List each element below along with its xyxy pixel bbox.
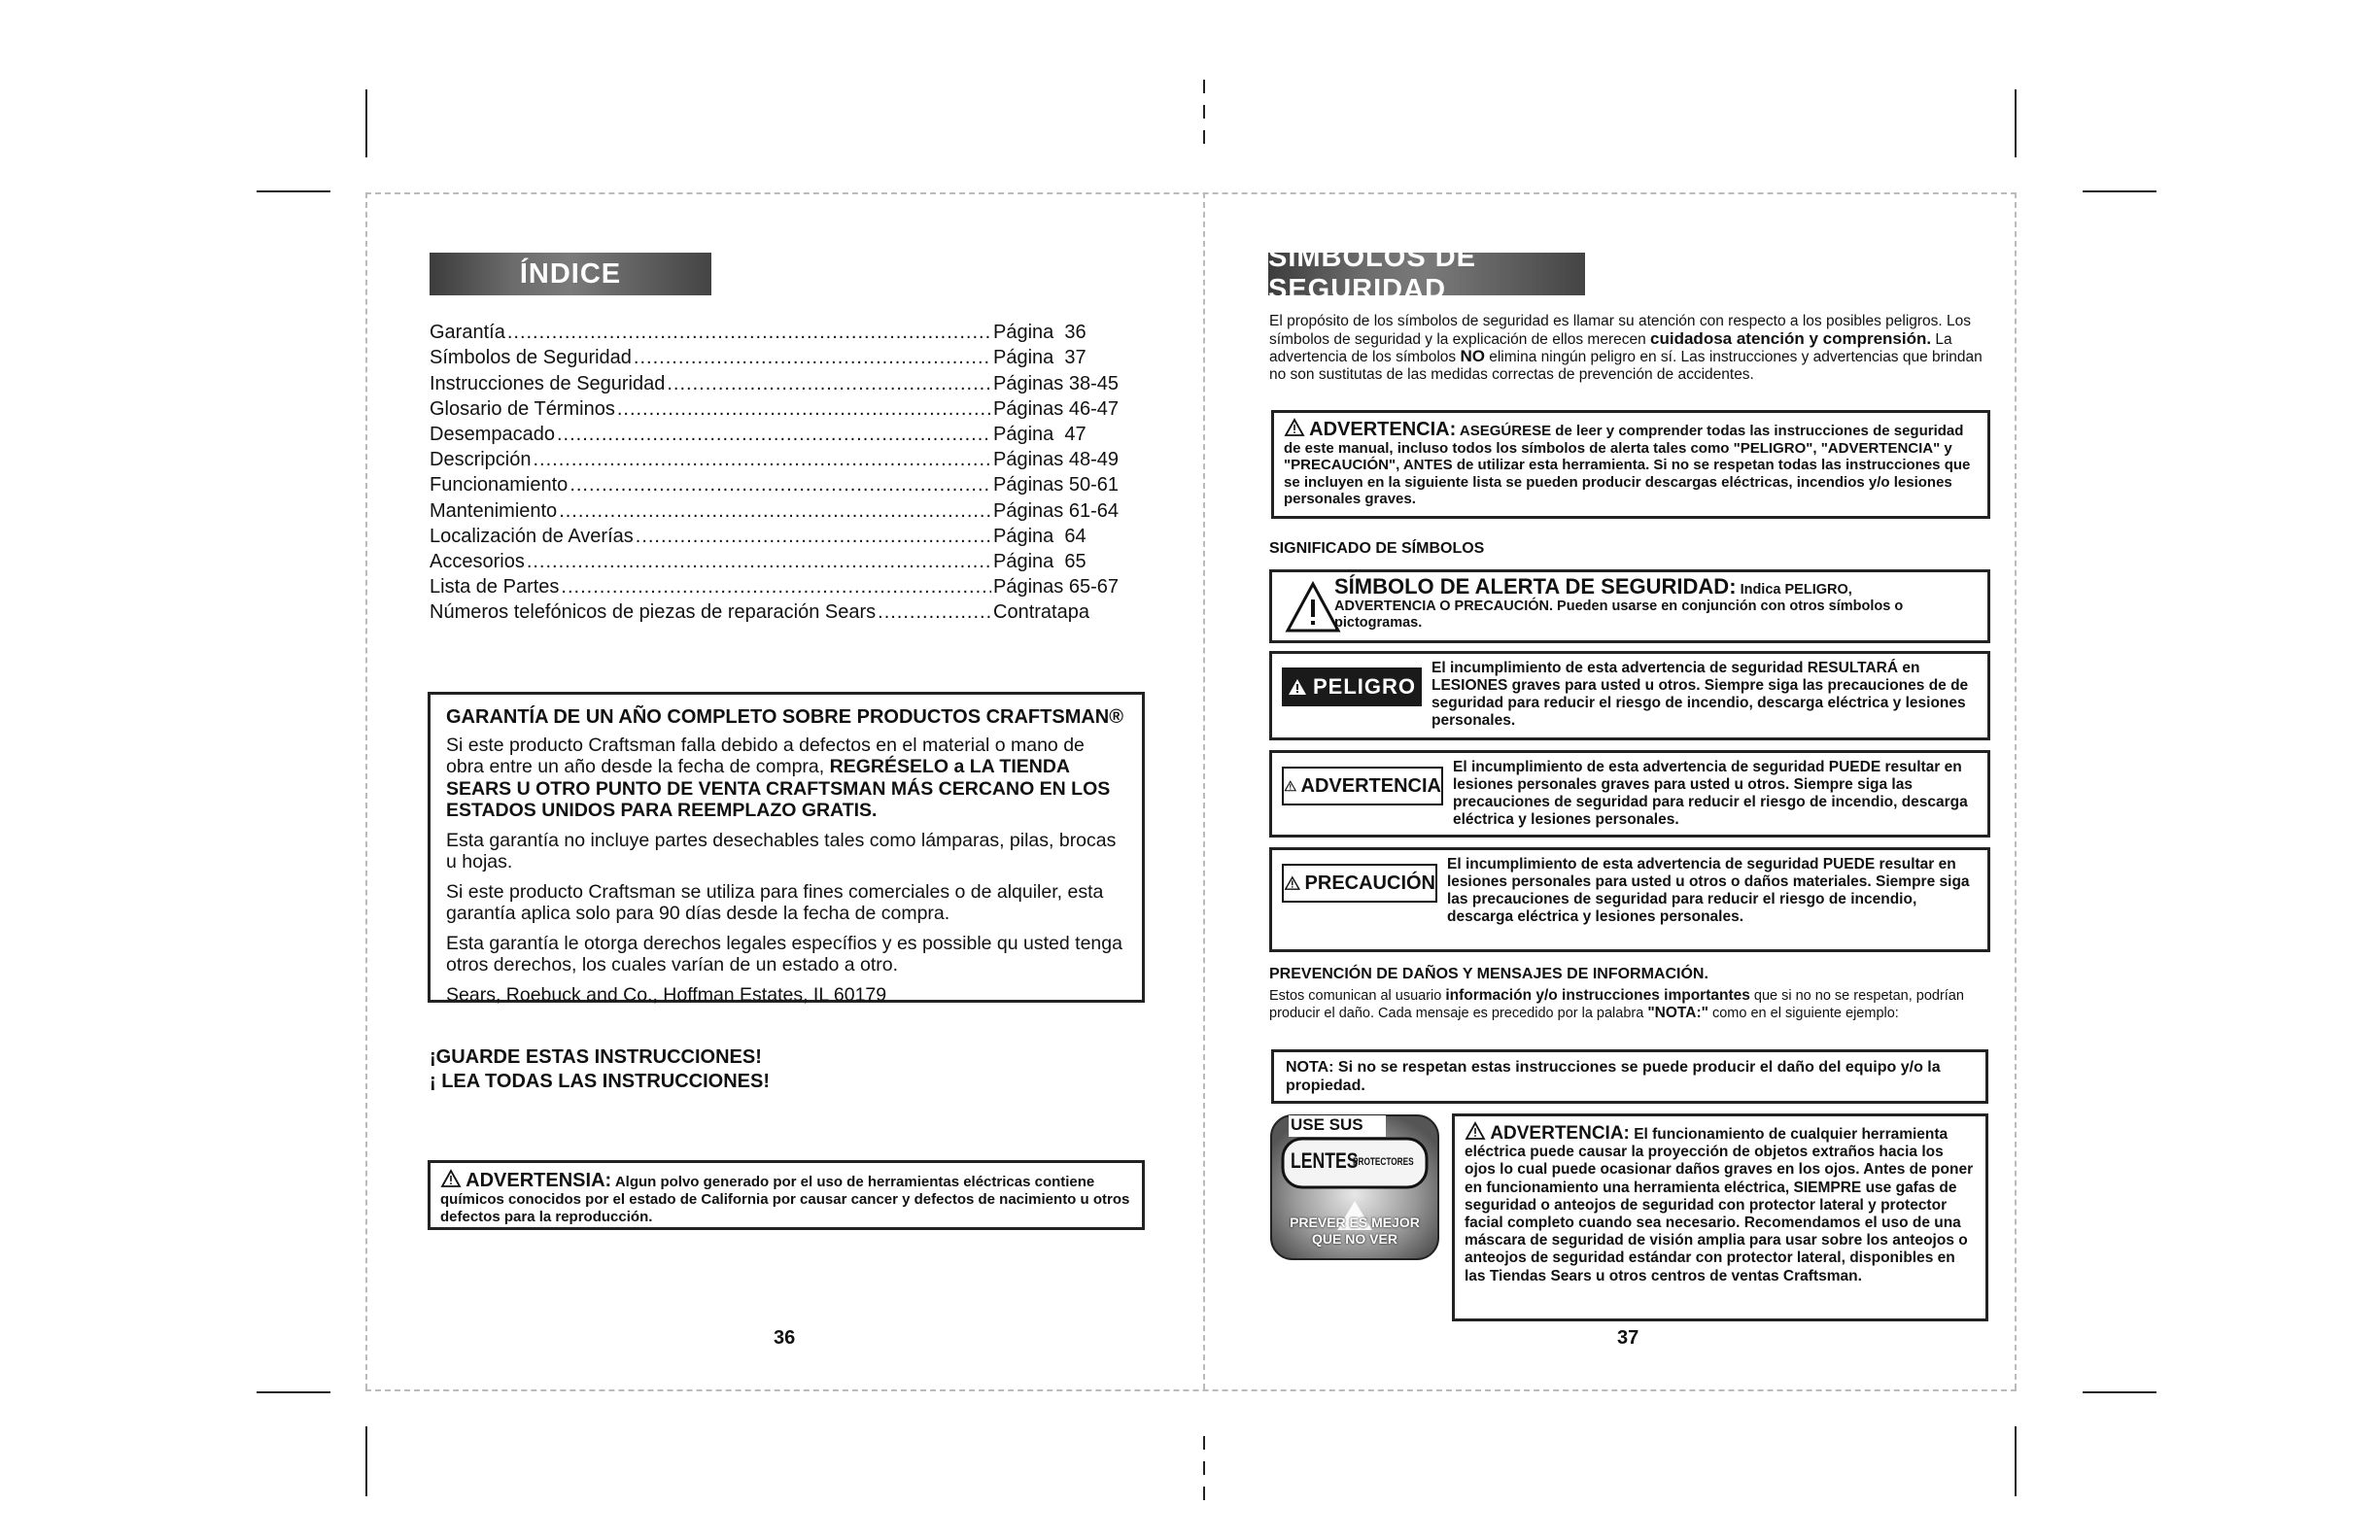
warning-triangle-icon [1284,874,1301,892]
advertencia-signal-text: El incumplimiento de esta advertencia de seguridad PUEDE resultar en lesiones personales graves para usted u otros. Siempre siga las precauciones de seguridad para reducir el riesgo de incendio, descarga eléctrica y lesiones personales. [1453,759,1968,828]
toc-entry-page: Página 37 [993,347,1087,369]
intro-text: El propósito de los símbolos de seguridad es llamar su atención con respecto a los posibles peligros. Los símbolos de seguridad y la explicación de ellos merecen [1269,313,1972,348]
goggles-graphic [1269,1113,1440,1261]
warning-triangle-icon [440,1169,462,1188]
safety-symbols-title: SÍMBOLOS DE SEGURIDAD [1268,242,1477,305]
warranty-paragraph: Esta garantía no incluye partes desechables tales como lámparas, pilas, brocas u hojas. [446,829,1117,873]
precaucion-box [1269,847,1990,952]
warning-triangle-icon [1465,1121,1486,1141]
toc-entry-page: Páginas 38-45 [993,372,1119,394]
toc-entry-page: Páginas 61-64 [993,499,1119,522]
index-header [430,253,711,295]
toc-entry-title: Símbolos de Seguridad [430,347,632,369]
goggles-slogan [1269,1215,1440,1248]
warranty-paragraph: Si este producto Craftsman se utiliza para fines comerciales o de alquiler, esta garantía aplica solo para 90 días desde la fecha de compra. [446,880,1104,924]
advertencia-signal-label: ADVERTENCIA [1300,774,1441,797]
read-line: ¡ LEA TODAS LAS INSTRUCCIONES! [430,1071,771,1092]
toc-entry-title: Descripción [430,449,532,471]
index-header-title: ÍNDICE [519,257,622,290]
toc-entry [430,573,1129,599]
warning-triangle-icon [1288,678,1307,696]
toc-entry-page: Páginas 46-47 [993,397,1119,420]
toc-leader-dots [507,322,991,344]
nota-text: NOTA: Si no se respetan estas instrucciones se puede producir el daño del equipo y/o la propiedad. [1286,1059,1941,1094]
warranty-title: GARANTÍA DE UN AÑO COMPLETO SOBRE PRODUCTOS CRAFTSMAN® [446,706,1123,728]
intro-bold: NO [1460,347,1485,365]
prevencion-heading: PREVENCIÓN DE DAÑOS Y MENSAJES DE INFORMACIÓN. [1269,966,1708,982]
advertencia-box [1271,410,1990,519]
warranty-paragraph: Esta garantía le otorga derechos legales específios y es possible qu usted tenga otros derechos, los cuales varían de un estado a otro. [446,932,1122,975]
safety-symbols-header [1268,242,1585,305]
advertencia-badge [1282,767,1443,805]
goggles-lentes-text: LENTES [1291,1148,1359,1173]
crop-mark [257,1391,330,1393]
precaucion-badge [1282,864,1437,903]
goggles-slogan-line: PREVER ES MEJOR [1290,1215,1420,1230]
alert-symbol-label: SÍMBOLO DE ALERTA DE SEGURIDAD: [1334,574,1737,599]
alert-symbol-icon [1284,580,1342,634]
intro-text: La advertencia de los símbolos [1269,330,1952,365]
toc-entry [430,344,1129,369]
alert-symbol-desc: ADVERTENCIA O PRECAUCIÓN. Pueden usarse en conjunción con otros símbolos o pictogramas. [1334,599,1904,631]
trim-line [365,192,2017,194]
page-number: 36 [774,1327,796,1349]
crop-mark [2083,190,2156,192]
trim-line [2015,192,2017,1389]
table-of-contents [430,319,1129,624]
alert-symbol-text [1334,574,1976,632]
prevencion-bold: información y/o instrucciones importantes [1445,987,1750,1004]
precaucion-label: PRECAUCIÓN [1304,872,1435,894]
toc-entry-title: Instrucciones de Seguridad [430,372,666,394]
toc-leader-dots [634,347,991,369]
toc-entry [430,471,1129,496]
toc-leader-dots [667,373,991,395]
save-instructions [430,1045,770,1094]
prevencion-bold: "NOTA:" [1647,1005,1708,1021]
toc-entry [430,369,1129,394]
advertencia-signal-box [1269,750,1990,838]
warranty-address: Sears, Roebuck and Co., Hoffman Estates, IL 60179 [446,983,887,1006]
crop-mark [2015,89,2017,157]
precaucion-text: El incumplimiento de esta advertencia de seguridad PUEDE resultar en lesiones personales para usted u otros o daños materiales. Siempre siga las precauciones de seguridad para reducir el riesgo de incendio, descarga eléctrica y lesiones personales. [1447,856,1970,925]
toc-entry-title: Accesorios [430,550,525,572]
fold-mark [1203,80,1205,93]
toc-entry [430,446,1129,471]
toc-entry-title: Glosario de Términos [430,397,615,420]
goggles-protectores-text: PROTECTORES [1353,1156,1414,1168]
warranty-paragraph [446,735,1126,822]
fold-mark [1203,1487,1205,1500]
toc-leader-dots [557,424,991,446]
trim-line [365,1389,2017,1391]
advertencia-label: ADVERTENCIA: [1309,419,1457,440]
toc-entry [430,421,1129,446]
toc-entry-page: Páginas 50-61 [993,474,1119,496]
warranty-box [428,692,1145,1006]
toc-entry-title: Números telefónicos de piezas de reparación Sears [430,601,877,624]
toc-entry [430,548,1129,573]
crop-mark [2083,1391,2156,1393]
toc-entry [430,496,1129,522]
prop65-warning-box [428,1160,1145,1230]
toc-entry-title: Desempacado [430,423,555,445]
toc-entry-page: Página 64 [993,525,1087,547]
toc-entry [430,319,1129,344]
prevencion-text: que si no no se respetan, podrían producir el daño. Cada mensaje es precedido por la palabra [1269,988,1964,1021]
eye-warning-box [1452,1113,1988,1321]
toc-entry-title: Funcionamiento [430,474,569,496]
crop-mark [365,1426,367,1496]
intro-text: elimina ningún peligro en sí. Las instrucciones y advertencias que brindan no son sustitutas de las medidas correctas de prevención de accidentes. [1269,349,1983,383]
toc-entry-title: Localización de Averías [430,525,634,547]
toc-entry-page: Páginas 48-49 [993,449,1119,471]
prop65-label: ADVERTENSIA: [466,1170,612,1191]
intro-paragraph [1269,313,1988,383]
prop65-text: Algun polvo generado por el uso de herramientas eléctricas contiene químicos conocidos por el estado de California por causar cancer y defectos de nacimiento u otros defectos para la reproducción. [440,1174,1130,1225]
crop-mark [2015,1426,2017,1496]
toc-entry-title: Garantía [430,322,505,344]
advertencia-text: ASEGÚRESE de leer y comprender todas las instrucciones de seguridad de este manual, incluso todos los símbolos de alerta tales como "PELIGRO", "ADVERTENCIA" y "PRECAUCIÓN", ANTES de utilizar esta herramienta. Si no se respetan todas las instrucciones que se incluyen en la siguiente lista se pueden producir descargas eléctricas, incendios y/o lesiones personales graves. [1284,423,1971,507]
eye-warning-text: El funcionamiento de cualquier herramienta eléctrica puede causar la proyección de objetos extraños hacia los ojos lo cual puede ocasionar daños graves en los ojos. Antes de poner en funcionamiento una herramienta eléctrica, SIEMPRE use gafas de seguridad o anteojos de seguridad con protector lateral y protector facial completo cuando sea necesario. Recomendamos el uso de una máscara de seguridad de visión amplia para usar sobre los anteojos o anteojos de seguridad estándar con protector lateral, disponibles en las Tiendas Sears u otros centros de ventas Craftsman. [1465,1126,1974,1284]
toc-entry [430,395,1129,421]
toc-entry [430,599,1129,624]
crop-mark [257,190,330,192]
trim-line [365,192,367,1389]
toc-leader-dots [561,576,991,599]
warranty-bold-text: REGRÉSELO a LA TIENDA SEARS U OTRO PUNTO DE VENTA CRAFTSMAN MÁS CERCANO EN LOS ESTADOS UNIDOS PARA REEMPLAZO GRATIS. [446,756,1111,821]
significado-heading: SIGNIFICADO DE SÍMBOLOS [1269,540,1485,557]
fold-line [1203,192,1205,1389]
peligro-label: PELIGRO [1312,674,1416,699]
toc-leader-dots [533,449,991,471]
nota-box [1271,1049,1988,1104]
peligro-badge [1282,667,1422,706]
peligro-box [1269,651,1990,740]
toc-entry-page: Página 47 [993,423,1087,445]
toc-leader-dots [527,551,991,573]
toc-entry-title: Mantenimiento [430,499,558,522]
toc-leader-dots [559,500,991,523]
goggles-use-text: USE SUS [1291,1115,1363,1134]
toc-entry-page: Página 65 [993,550,1087,572]
alert-symbol-desc: Indica PELIGRO, [1740,582,1852,598]
toc-entry-page: Página 36 [993,322,1087,344]
toc-entry [430,523,1129,548]
toc-entry-page: Páginas 65-67 [993,576,1119,599]
toc-leader-dots [617,398,991,421]
fold-mark [1203,1461,1205,1475]
toc-leader-dots [878,601,991,624]
alert-symbol-box [1269,569,1990,643]
prevencion-text: como en el siguiente ejemplo: [1707,1006,1899,1021]
warning-triangle-icon [1284,418,1305,437]
crop-mark [365,89,367,157]
toc-leader-dots [636,526,991,548]
fold-mark [1203,130,1205,144]
toc-entry-page: Contratapa [993,601,1089,624]
toc-entry-title: Lista de Partes [430,576,560,599]
toc-leader-dots [569,474,991,496]
fold-mark [1203,105,1205,119]
prevencion-paragraph [1269,987,1988,1022]
warning-triangle-icon [1284,777,1297,795]
fold-mark [1203,1436,1205,1450]
goggles-slogan-line: QUE NO VER [1312,1231,1397,1247]
save-line: ¡GUARDE ESTAS INSTRUCCIONES! [430,1046,762,1068]
prevencion-text: Estos comunican al usuario [1269,988,1446,1004]
intro-bold: cuidadosa atención y comprensión. [1650,328,1932,348]
warranty-text: Si este producto Craftsman falla debido a defectos en el material o mano de obra entre un año desde la fecha de compra, [446,734,1085,777]
eye-warning-label: ADVERTENCIA: [1490,1123,1630,1144]
page-number: 37 [1617,1327,1639,1349]
peligro-text: El incumplimiento de esta advertencia de seguridad RESULTARÁ en LESIONES graves para usted u otros. Siempre siga las precauciones de de seguridad para reducir el riesgo de incendio, descarga eléctrica y lesiones personales. [1431,660,1969,729]
